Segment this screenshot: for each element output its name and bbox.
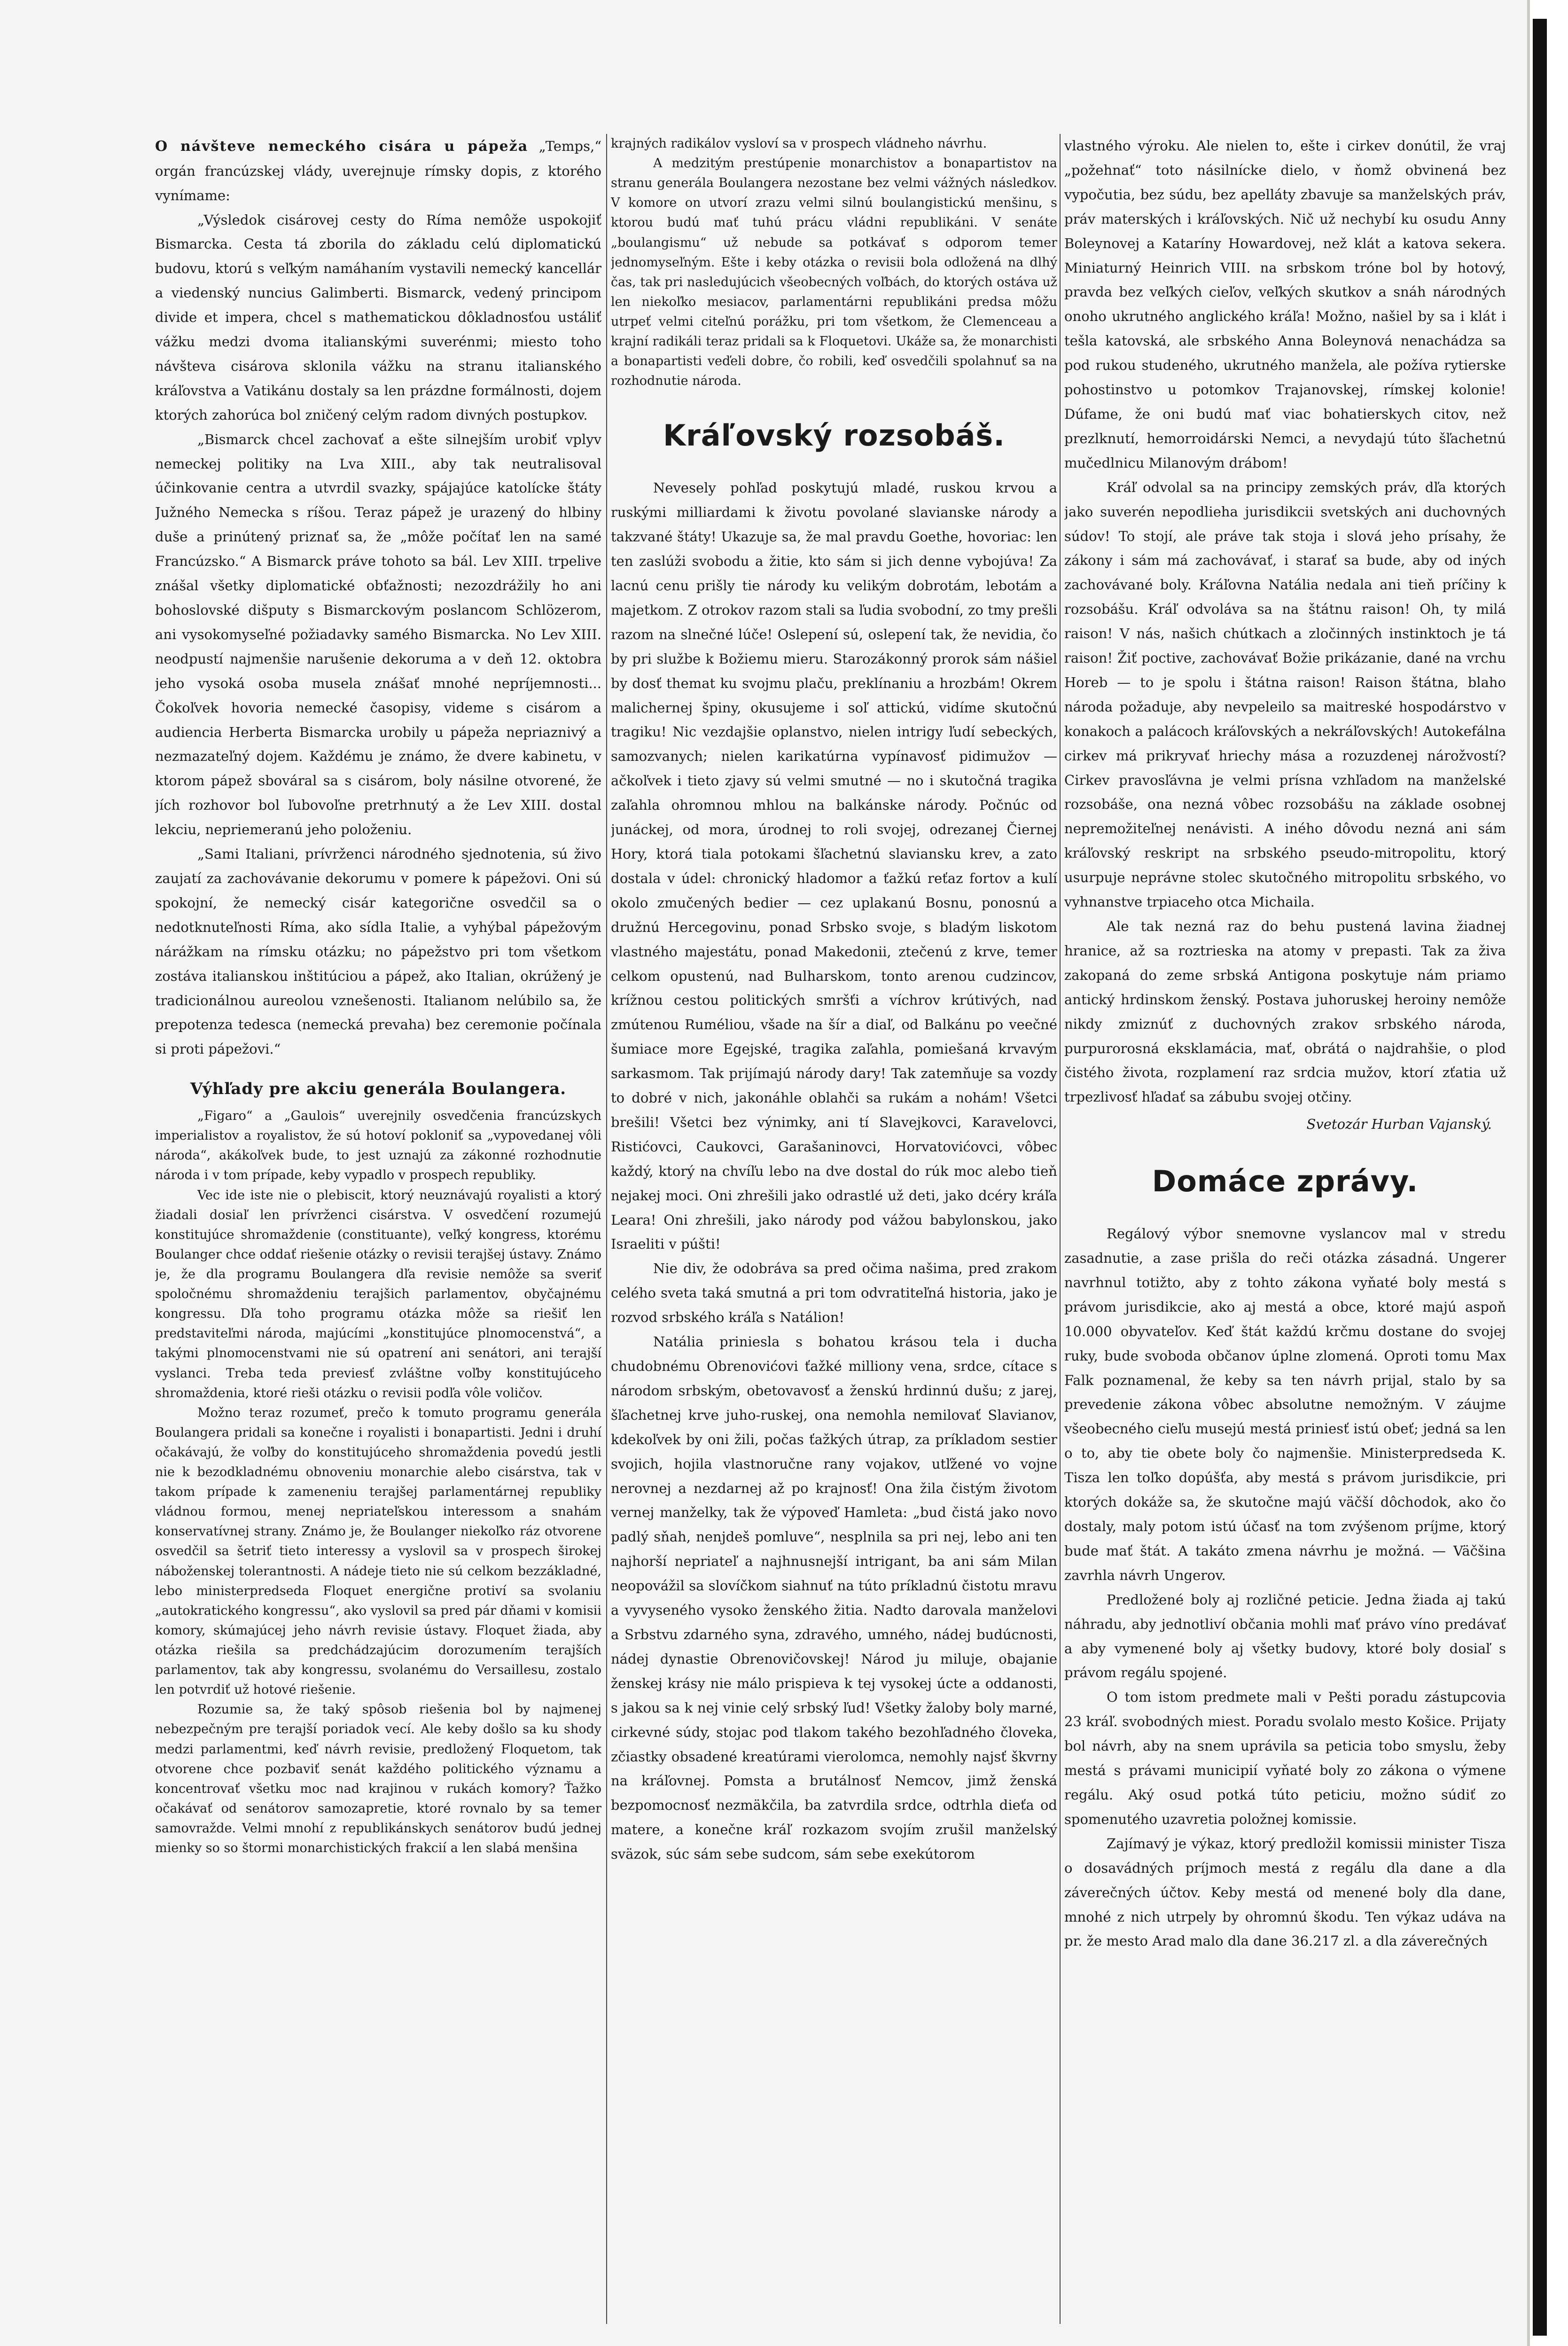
article-paragraph: Nie div, že odobráva sa pred očima našima, pred zrakom celého sveta taká smutná a pri tom odvratiteľná historia, jako je rozvod srbského kráľa s Natálion!	[611, 1260, 1057, 1326]
article-heading: O návšteve nemeckého cisára u pápeža	[155, 138, 529, 155]
article-paragraph: Zajímavý je výkaz, ktorý predložil komissii minister Tisza o dosavádných príjmoch mestá z regálu dla dane a dla záverečných účtov. Keby mestá od menené boly dla dane, mnohé z nich utrpely by ohromnú škodu. Ten výkaz udáva na pr. že mesto Arad malo dla dane 36.217 zl. a dla záverečných	[1064, 1835, 1506, 1949]
column-rule	[1060, 134, 1061, 2324]
article-paragraph: O tom istom predmete mali v Pešti poradu zástupcovia 23 kráľ. svobodných miest. Poradu svolalo mesto Košice. Prijaty bol návrh, aby na snem uprávila sa peticia tobo smyslu, žeby mestá s právami municipií vyňaté boly zo zákona o výmene regálu. Aký osud potká túto peticiu, možno súdiť zo spomenutého uzavretia položnej komissie.	[1064, 1689, 1506, 1827]
article-paragraph: „Bismarck chcel zachovať a ešte silnejším urobiť vplyv nemeckej politiky na Lva XIII., aby tak neutralisoval účinkovanie centra a utvrdil svazky, spájajúce katolícke štáty Južného Nemecka s ríšou. Teraz pápež je urazený do hlbiny duše a prinútený priznať sa, že „môže počítať len na samé Francúzsko.“ A Bismarck práve tohoto sa bál. Lev XIII. trpelive znášal všetky diplomatické obťažnosti; nezozdrážily ho ani bohoslovské dišputy s Bismarckovým poslancom Schlözerom, ani vysokomyseľné požiadavky samého Bismarcka. No Lev XIII. neodpustí najmenšie narušenie dekoruma a v deň 12. oktobra jeho vysoká osoba musela znášať mnohé nepríjemnosti... Čokoľvek hovoria nemecké časopisy, videme s cisárom a audiencia Herberta Bismarcka urobily u pápeža nepriaznivý a nezmazateľný dojem. Každému je známo, že dvere kabinetu, v ktorom pápež sbováral sa s cisárom, boly násilne otvorené, že jích rozhovor bol ľubovoľne pretrhnutý a že Lev XIII. dostal lekciu, nepriemeranú jeho položeniu.	[155, 431, 601, 838]
article-paragraph: „Výsledok cisárovej cesty do Ríma nemôže uspokojiť Bismarcka. Cesta tá zborila do základu celú diplomatickú budovu, ktorú s veľkým namáhaním vystavili nemecký kancellár a viedenský nuncius Galimberti. Bismarck, vedený principom divide et impera, chcel s mathematickou dôkladnosťou ustáliť vážku medzi dvoma italianskými suverénmi; miesto toho návšteva cisárova sklonila vážku na stranu italianského kráľovstva a Vatikánu dostaly sa len prázdne formálnosti, dojem ktorých zahorúca bol zničený celým radom divných postupkov.	[155, 211, 601, 423]
article-paragraph: Ale tak nezná raz do behu pustená lavina žiadnej hranice, až sa roztrieska na atomy v prepasti. Tak za živa zakopaná do zeme srbská Antigona poskytuje nám priamo antický hrdinskom ženský. Postava juhoruskej heroiny nemôže nikdy zmiznúť z duchovných zrakov srbského národa, purpurorosná eksklamácia, mať, obrátá o najdrahšie, o plod čistého života, rozplamení raz srdcia mužov, ktorí zťatia už trpezlivosť hľadať sa zábubu svojej otčiny.	[1064, 918, 1506, 1105]
article-paragraph: Regálový výbor snemovne vyslancov mal v stredu zasadnutie, a zase prišla do reči otázka zásadná. Ungerer navrhnul totižto, aby z tohto zákona vyňaté boly mestá s právom jurisdikcie, ako aj mestá a obce, ktoré majú aspoň 10.000 obyvateľov. Keď štát každú krčmu dostane do svojej ruky, bude svoboda občanov úplne zlomená. Oproti tomu Max Falk poznamenal, že keby sa ten návrh prijal, stalo by sa prevedenie zákona vôbec absolutne nemožným. V záujme všeobecného cieľu musejú mestá priniesť istú obeť; jedná sa len o to, aby tie obete boly čo najmenšie. Ministerpredseda K. Tisza len toľko dopúšťa, aby mestá s právom jurisdikcie, pri ktorých dokáže sa, že skutočne majú väčší dôchodok, ako čo dostaly, maly potom istú účasť na tom zvýšenom príjme, ktorý bude mať štát. A takáto zmena návrhu je možná. — Väčšina zavrhla návrh Ungerov.	[1064, 1226, 1506, 1583]
column-1	[155, 134, 601, 2324]
article-heading: Výhľady pre akciu generála Boulangera.	[190, 1079, 567, 1099]
scan-edge-bar	[1533, 19, 1547, 2336]
article-paragraph: A medzitým prestúpenie monarchistov a bonapartistov na stranu generála Boulangera nezostane bez velmi vážných následkov. V komore on utvorí zrazu velmi silnú boulangistickú menšinu, s ktorou budú mať tuhú prácu vládni republikáni. V senáte „boulangismu“ už nebude sa potkávať s odporom temer jednomyseľným. Ešte i keby otázka o revisii bola odložená na dlhý čas, tak pri nasledujúcich všeobecných voľbách, do ktorých ostáva už len niekoľko mesiacov, parlamentárni republikáni predsa môžu utrpeť velmi citeľnú porážku, pri tom všetkom, že Clemenceau a krajní radikáli teraz pridali sa k Floquetovi. Ukáže sa, že monarchisti a bonapartisti veďeli dobre, čo robili, keď osvedčili spolahnuť sa na rozhodnutie národa.	[611, 156, 1057, 389]
article-paragraph: Vec ide iste nie o plebiscit, ktorý neuznávajú royalisti a ktorý žiadali dosiaľ len prívrženci cisárstva. V osvedčení rozumejú konstitujúce shromaždenie (constituante), veľký kongress, ktorému Boulanger chce oddať riešenie otázky o revisii terajšej ústavy. Známo je, že dla programu Boulangera dľa revisie nemôže sa sveriť spoločnému shromaždeniu terajšich parlamentov, obyčajnému kongressu. Dľa toho programu otázka môže sa riešiť len predstaviteľmi národa, majúcími „konstitujúce plnomocenstvá“, a takými plnomocenstvami nie sú opatrení ani senátori, ani terajší vyslanci. Treba teda previesť zvláštne voľby konstitujúceho shromaždenia, ktoré rieši otázku o revisii podľa vôle voličov.	[155, 1188, 601, 1400]
article-text: „Temps,“ orgán francúzskej vlády, uverejnuje rímsky dopis, z ktorého vynímame:	[155, 138, 601, 203]
article-paragraph: vlastného výroku. Ale nielen to, ešte i cirkev donútil, že vraj „požehnať“ toto násilnícke dielo, v ňomž obvinená bez vypočutia, bez súdu, bez apelláty zbavuje sa manželských práv, práv materských i kráľovských. Nič už nechybí ku osudu Anny Boleynovej a Kataríny Howardovej, než klát a katova sekera. Miniaturný Heinrich VIII. na srbskom tróne bol by hotový, pravda bez veľkých cieľov, veľkých skutkov a snáh národných onoho ukrutného anglického kráľa! Možno, našiel by sa i klát i tešla katovská, ale srbského Anna Boleynová nenachádza sa pod rukou studeného, ukrutného manžela, ale požíva rytierske pohostinstvo u potomkov Trajanovskej, rímskej kolonie! Dúfame, že oni budú mať viac bohatierskych citov, než prezlknutí, hemorroidárski Nemci, a nevydajú túto šľachetnú mučedlnicu Milanovým drábom!	[1064, 138, 1506, 471]
article-paragraph: „Sami Italiani, prívrženci národného sjednotenia, sú živo zaujatí za zachovávanie dekorumu v pomere k pápežovi. Oni sú spokojní, že nemecký cisár kategorične osvedčil sa o nedotknuteľnosti Ríma, ako sídla Italie, a vyhýbal pápežovým nárážkam na rímsku otázku; no pápežstvo pri tom všetkom zostáva italianskou inštitúciou a pápež, ako Italian, okrúžený je tradicionálnou aureolou vznešenosti. Italianom nelúbilo sa, že prepotenza tedesca (nemecká prevaha) bez ceremonie počínala si proti pápežovi.“	[155, 846, 601, 1057]
author-signature: Svetozár Hurban Vajanský.	[1306, 1116, 1492, 1133]
column-rule	[606, 134, 607, 2324]
article-paragraph: „Figaro“ a „Gaulois“ uverejnily osvedčenia francúzskych imperialistov a royalistov, že sú hotoví pokloniť sa „vypovedanej vôli národa“, akákoľvek bude, to jest uznajú za zákonné rozhodnutie národa i v tom prípade, keby vypadlo v prospech republiky.	[155, 1109, 601, 1183]
section-heading: Domáce zprávy.	[1152, 1164, 1419, 1199]
section-heading: Kráľovský rozsobáš.	[663, 418, 1005, 453]
article-paragraph: Natália priniesla s bohatou krásou tela i ducha chudobnému Obrenovićovi ťažké milliony vena, srdce, cítace s národom srbským, obetovavosť a ženskú hrdinnú dušu; z jarej, šľachetnej krve juho-ruskej, ona nemohla nemilovať Slavianov, kdekoľvek by oni žili, počas ťažkých útrap, za príkladom sestier svojich, hojila vlastnoručne rany vojakov, utľžené vo vojne nerovnej a nezdarnej až po krajnosť! Ona žila čistým životom vernej manželky, tak že výpoveď Hamleta: „bud čistá jako novo padlý sňah, nenjdeš pomluve“, nesplnila sa pri nej, lebo ani ten najhorší nepriateľ a najhnusnejší intrigant, ba ani sám Milan neopovážil sa slovíčkom siahnuť na túto príkladnú čistotu mravu a vyvyseného vysoko ženského žitia. Nadto darovala manželovi a Srbstvu zdarného syna, zdravého, umného, nádej budúcnosti, nádej dynastie Obrenovičovskej! Národ ju miluje, obajanie ženskej krásy nie málo prispieva k tej vysokej úcte a oddanosti, s jakou sa k nej vinie celý srbský ľud! Všetky žaloby boly marné, cirkevné súdy, stojac pod tlakom takého bezohľadného človeka, zčiastky obsadené kreatúrami vierolomca, nemohly najsť škvrny na kráľovnej. Pomsta a brutálnosť Nemcov, jimž ženská bezpomocnosť nezmäkčila, ba zatvrdila srdce, odtrhla dieťa od matere, a konečne kráľ rozkazom svojím zrušil manželský sväzok, súc sám sebe sudcom, sám sebe exekútorom	[611, 1334, 1057, 1862]
column-2	[611, 134, 1057, 2324]
article-paragraph: Rozumie sa, že taký spôsob riešenia bol by najmenej nebezpečným pre terajší poriadok vecí. Ale keby došlo sa ku shody medzi parlamentmi, keď návrh revisie, predložený Floquetom, tak otvorene chce pozbaviť senát každého politického významu a koncentrovať všetku moc nad krajinou v rukách komory? Ťažko očakávať od senátorov samozapretie, ktoré rovnalo by sa temer samovražde. Velmi mnohí z republikánskych senátorov budú jednej mienky so so štormi monarchistických frakcií a len slabá menšina	[155, 1702, 601, 1856]
article-paragraph: Predložené boly aj rozličné peticie. Jedna žiada aj takú náhradu, aby jednotliví občania mohli mať právo víno predávať a aby vymenené boly aj všetky budovy, ktoré boly dosiaľ s právom regálu spojené.	[1064, 1591, 1506, 1681]
article-paragraph: Možno teraz rozumeť, prečo k tomuto programu generála Boulangera pridali sa konečne i royalisti i bonapartisti. Jedni i druhí očakávajú, že voľby do konstitujúceho shromaždenia povedú jestli nie k bezodkladnému obnoveniu monarchie alebo cisárstva, tak v takom prípade k zameneniu terajšej parlamentárnej republiky vládnou formou, menej nepriateľskou interessom a snahám konservatívnej strany. Známo je, že Boulanger niekoľko ráz otvorene osvedčil sa šetriť tieto interessy a vyslovil sa v prospech širokej náboženskej tolerantnosti. A nádeje tieto nie sú celkom bezzákladné, lebo ministerpredseda Floquet energične protiví sa svolaniu „autokratického kongressu“, ako vyslovil sa pred pár dňami v komisii komory, skúmajúcej jeho návrh revisie ústavy. Floquet žiada, aby otázka riešila sa predchádzajúcim dorozumením terajších parlamentov, tak aby kongressu, svolanému do Versaillesu, zostalo len potvrdiť už hotové riešenie.	[155, 1405, 601, 1697]
article-paragraph: Kráľ odvolal sa na principy zemských práv, dľa ktorých jako suverén nepodlieha jurisdikcii svetských ani duchovných súdov! To stojí, ale práve tak stoja i slová jeho prísahy, že zákony i sám má zachovávať, i starať sa bude, aby od iných zachovávané boly. Kráľovna Natália nedala ani tieň príčiny k rozsobášu. Kráľ odvoláva sa na štátnu raison! Oh, ty milá raison! V nás, našich chútkach a zločinných instinktoch je tá raison! Žiť poctive, zachovávať Božie prikázanie, dané na vrchu Horeb — to je spolu i štátna raison! Raison štátna, blaho národa požaduje, aby nevpeleilo sa maitreské hospodárstvo v konakoch a palácoch kráľovských a nekráľovských! Autokefálna cirkev má prikryvať hriechy mása a rozuzdenej nárožvostí? Cirkev pravosľávna je velmi prísna vzhľadom na manželské rozsobáše, ona nezná vôbec rozsobášu na základe osobnej nepremožiteľnej nenávisti. A iného dôvodu nezná ani sám kráľovský reskript na srbského pseudo-mitropolitu, ktorý usurpuje neprávne stolec skutočného mitropolitu srbského, vo vyhnanstve trpiaceho otca Michaila.	[1064, 479, 1506, 910]
article-paragraph: Nevesely pohľad poskytujú mladé, ruskou krvou a ruskými milliardami k životu povolané slavianske národy a takzvané štáty! Ukazuje sa, že mal pravdu Goethe, hovoriac: len ten zaslúži svobodu a žitie, kto sám si jich denne vybojúva! Za lacnú cenu prišly tie národy ku velikým dobrotám, lebotám a majetkom. Z otrokov razom stali sa ľudia svobodní, zo tmy prešli razom na slnečné lúče! Oslepení sú, oslepení tak, že nevidia, čo by pri službe k Božiemu mieru. Starozákonný prorok sám nášiel by dosť themat ku svojmu plaču, preklínaniu a hrozbám! Okrem malichernej špiny, okusujeme i soľ attickú, vidíme skutočnú tragiku! Nic vezdajšie oplanstvo, nielen intrigy ľudí sebeckých, samozvanych; nielen karikatúrna vypínavosť pidimužov — ačkoľvek i tieto zjavy sú velmi smutné — no i skutočná tragika zaľahla ohromnou mhlou na balkánske národy. Počnúc od junáckej, od mora, úrodnej to roli svojej, odrezanej Čiernej Hory, ktorá tiala potokami šľachetnú slaviansku krev, a zato dostala v údel: chronický hladomor a ťažkú reťaz fortov a kulí okolo zmučených bedier — cez uplakanú Bosnu, ponosnú a družnú Hercegovinu, ponad Srbsko svoje, s bladým liskotom vlastného majestátu, ponad Makedonii, ztečenú z krve, temer celkom opustenú, nad Bulharskom, tonto arenou cudzincov, krížnou cestou politických smršťi a víchrov krútivých, nad zmútenou Ruméliou, všade na šír a diaľ, od Balkánu po veečné šumiace more Egejské, tragika zaľahla, pomiešaná krvavým sarkasmom. Tak prijímajú národy dary! Tak zatemňuje sa vozdy to dobré v nich, jakonáhle oblahči sa rukám a nohám! Všetci brešili! Všetci bez výnimky, ani tí Slavejkovci, Karavelovci, Ristićovci, Caukovci, Garašaninovci, Horvatovićovci, vôbec každý, ktorý na chvíľu lebo na dve dostal do rúk moc alebo tieň nejakej moci. Oni zhrešili jako odrastlé už deti, jako dcéry kráľa Leara! Oni zhrešili, jako národy pod vážou babylonskou, jako Israeliti v púšti!	[611, 480, 1057, 1252]
column-3	[1064, 134, 1506, 2324]
article-paragraph: krajných radikálov vysloví sa v prospech vládneho návrhu.	[611, 136, 987, 151]
